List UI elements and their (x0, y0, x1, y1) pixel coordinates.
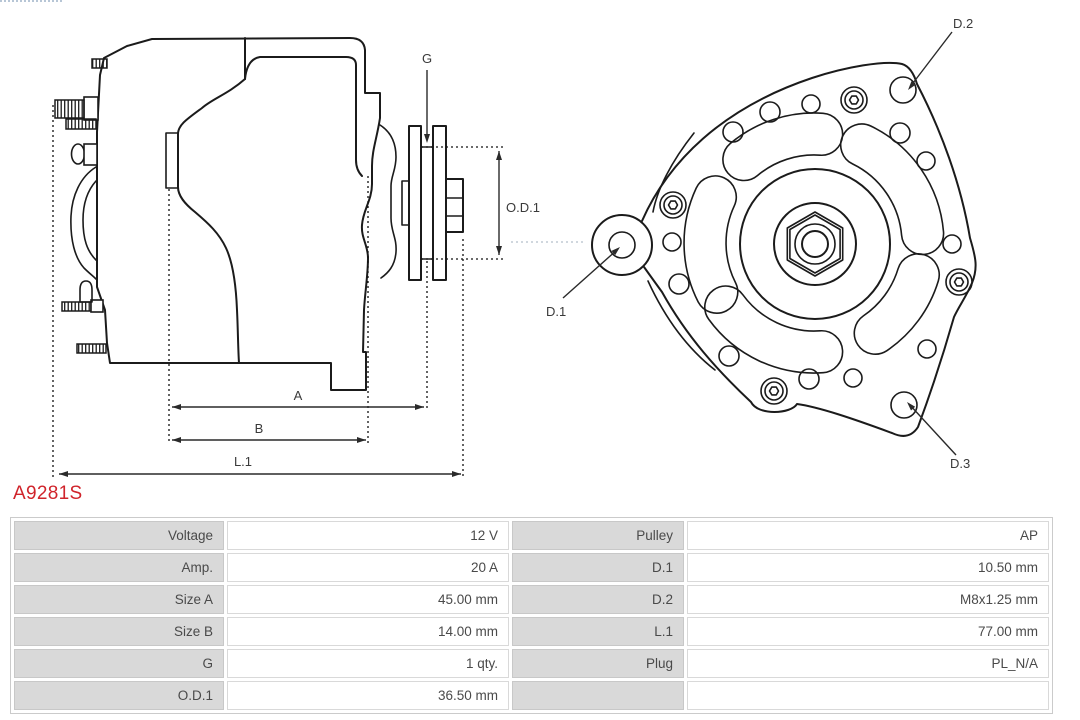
spec-value: AP (687, 521, 1049, 550)
dimension-g (422, 51, 432, 143)
spec-value: PL_N/A (687, 649, 1049, 678)
shaft-nut (740, 169, 890, 319)
spec-label: L.1 (512, 617, 684, 646)
spec-label: Size B (14, 617, 224, 646)
dim-l1-label: L.1 (233, 454, 253, 469)
d3-label: D.3 (950, 456, 971, 471)
bolt-left (660, 192, 686, 218)
dim-g-label: G (421, 51, 433, 66)
spec-label: D.2 (512, 585, 684, 614)
spec-row (14, 521, 1049, 550)
callout-d1 (546, 247, 620, 319)
callout-d2 (908, 16, 973, 90)
hole-d2 (890, 77, 916, 103)
spec-label: Size A (14, 585, 224, 614)
dimension-l1 (59, 454, 461, 477)
vent-holes (663, 95, 961, 389)
hole-d3 (891, 392, 917, 418)
dimension-a (172, 388, 424, 410)
spec-table (10, 517, 1053, 714)
dimension-od1 (496, 151, 540, 255)
dimension-b (172, 421, 366, 443)
dim-b-label: B (254, 421, 264, 436)
bolt-bottom (761, 378, 787, 404)
spec-label: D.1 (512, 553, 684, 582)
spec-value: 45.00 mm (227, 585, 509, 614)
front-view (546, 16, 976, 471)
spec-label (512, 681, 684, 710)
spec-label: Voltage (14, 521, 224, 550)
spec-value: 12 V (227, 521, 509, 550)
dim-a-label: A (293, 388, 303, 403)
bolt-top (841, 87, 867, 113)
spec-label: O.D.1 (14, 681, 224, 710)
rear-cover-detail (71, 144, 97, 302)
spec-value: 77.00 mm (687, 617, 1049, 646)
spec-row (14, 681, 1049, 710)
reference-lines (53, 105, 586, 477)
spec-row (14, 585, 1049, 614)
spec-value (687, 681, 1049, 710)
spec-row (14, 553, 1049, 582)
spec-label: Pulley (512, 521, 684, 550)
spec-value: 36.50 mm (227, 681, 509, 710)
pulley (402, 126, 463, 280)
bolt-right (946, 269, 972, 295)
spec-value: 1 qty. (227, 649, 509, 678)
side-view (53, 38, 586, 477)
left-ear (592, 215, 652, 275)
spec-row (14, 617, 1049, 646)
spec-row (14, 649, 1049, 678)
spec-value: 20 A (227, 553, 509, 582)
stator-cutouts (684, 113, 944, 373)
spec-value: M8x1.25 mm (687, 585, 1049, 614)
front-housing-outline (642, 63, 976, 436)
spec-label: Plug (512, 649, 684, 678)
spec-label: Amp. (14, 553, 224, 582)
dim-od1-label: O.D.1 (506, 200, 540, 215)
d1-label: D.1 (546, 304, 567, 319)
spec-label: G (14, 649, 224, 678)
spec-value: 14.00 mm (227, 617, 509, 646)
part-number: A9281S (13, 483, 83, 504)
spec-value: 10.50 mm (687, 553, 1049, 582)
d2-label: D.2 (953, 16, 974, 31)
callout-d3 (907, 402, 970, 471)
